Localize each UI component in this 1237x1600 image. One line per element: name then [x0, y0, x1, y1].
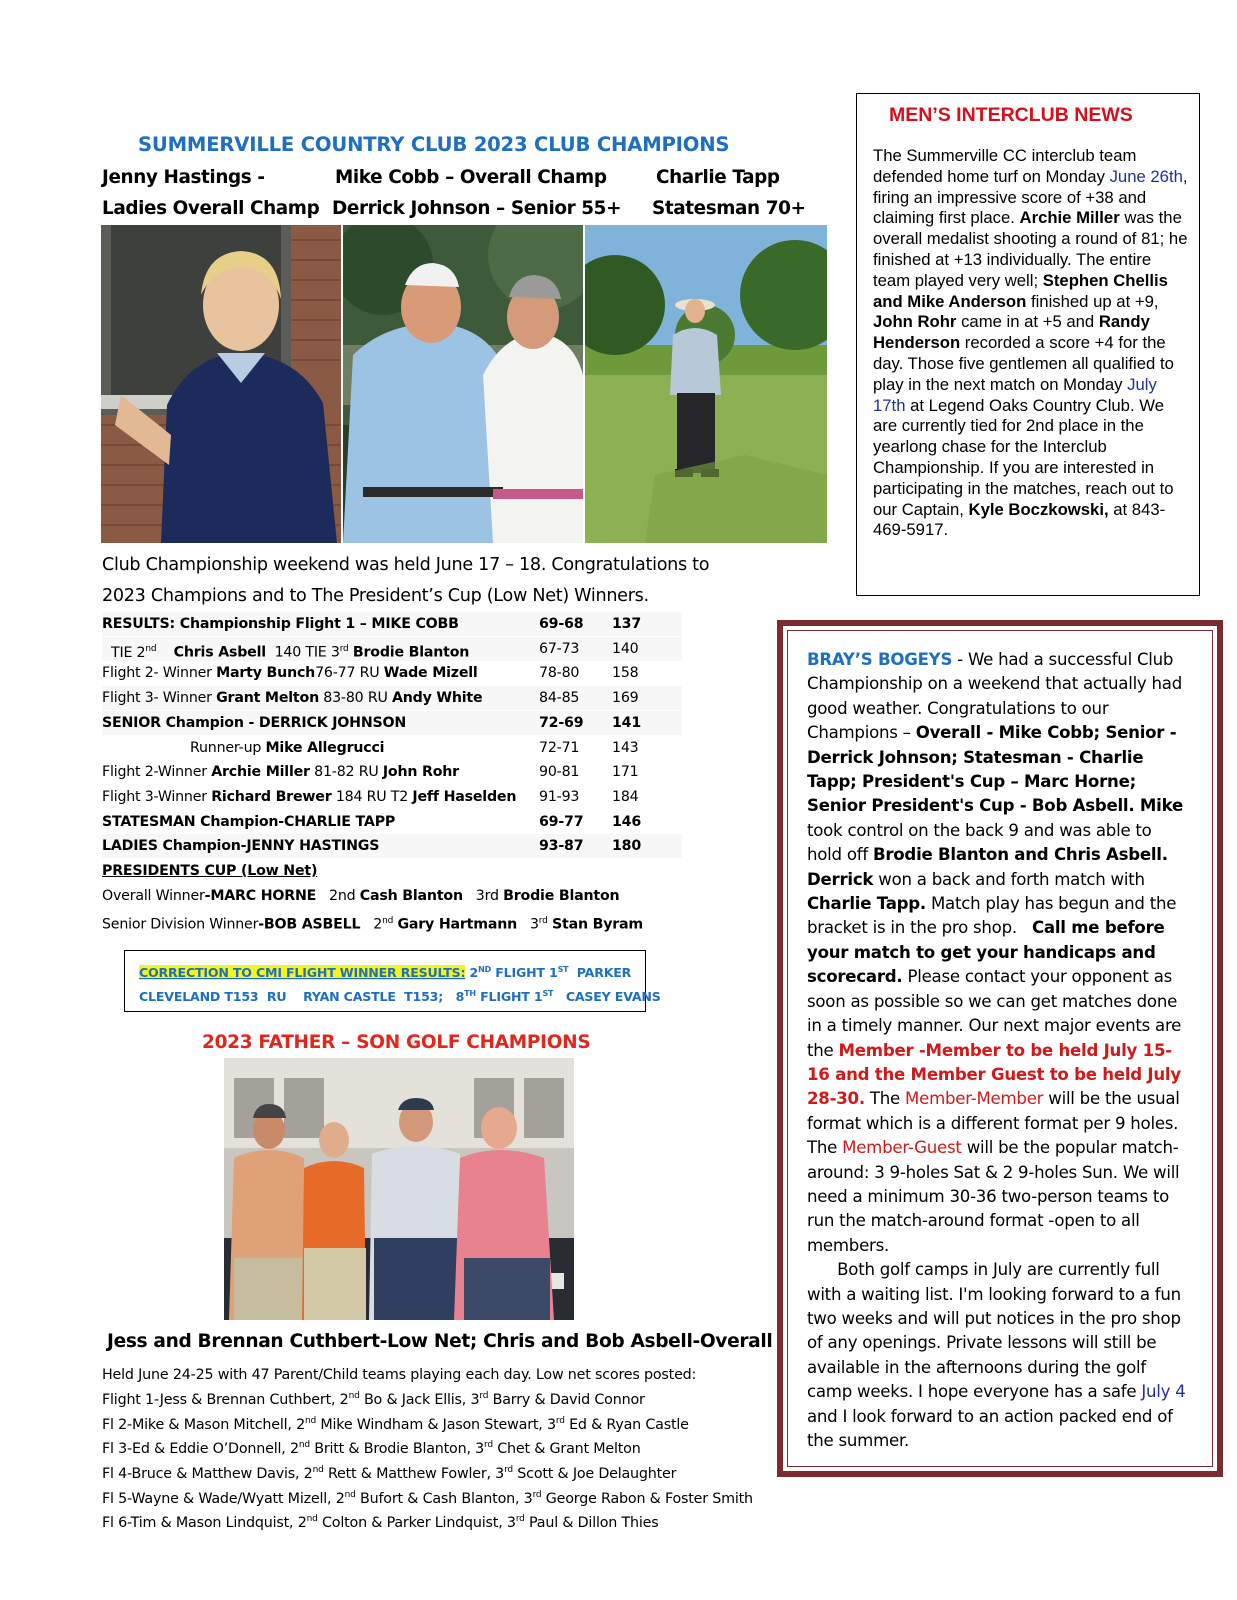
- bray-events: Member -Member to be held July 15-16 and the Member Guest to be held July 28-30.: [807, 1040, 1181, 1109]
- father-son-flight: Fl 5-Wayne & Wade/Wyatt Mizell, 2nd Bufort & Cash Blanton, 3rd George Rabon & Foster Smith: [102, 1490, 753, 1507]
- result-label: Senior Division Winner: [102, 916, 259, 933]
- mens-interclub-body: [873, 146, 1191, 541]
- result-label: Runner-up: [190, 740, 266, 756]
- result-name: Wade Mizell: [383, 665, 478, 681]
- result-label: LADIES Champion-JENNY HASTINGS: [102, 838, 380, 854]
- interclub-date: July 17th: [873, 374, 1157, 415]
- result-total: 141: [612, 715, 642, 731]
- interclub-name: Stephen Chellis and Mike Anderson: [873, 270, 1168, 311]
- flight-text: Barry & David Connor: [488, 1391, 645, 1408]
- result-row: [102, 810, 642, 834]
- flight-text: Rett & Matthew Fowler, 3: [323, 1465, 505, 1482]
- result-name: Andy White: [391, 690, 483, 706]
- flight-text: George Rabon & Foster Smith: [541, 1490, 753, 1507]
- flight-text: Paul & Dillon Thies: [524, 1514, 659, 1531]
- flight-text: Fl 6-Tim & Mason Lindquist, 2: [102, 1514, 307, 1531]
- result-row: [102, 834, 682, 858]
- father-son-flight: Fl 2-Mike & Mason Mitchell, 2nd Mike Windham & Jason Stewart, 3rd Ed & Ryan Castle: [102, 1416, 689, 1433]
- father-son-intro: Held June 24-25 with 47 Parent/Child teams playing each day. Low net scores posted:: [102, 1367, 697, 1383]
- flight-text: Mike Windham & Jason Stewart, 3: [316, 1416, 556, 1433]
- bray-text: took control on the back 9 and was able to hold off: [807, 820, 1152, 865]
- result-label: 2: [360, 916, 383, 933]
- charlie-tapp-photo: [585, 225, 827, 543]
- result-total: 140: [612, 641, 639, 657]
- interclub-name: Kyle Boczkowski,: [968, 499, 1109, 519]
- bray-text: Both golf camps in July are currently full with a waiting list. I'm looking forward to a fun two weeks and will put notices in the pro shop of any openings. Private lessons will still be available in the afternoons during the golf camp weeks. I hope everyone has a safe: [807, 1260, 1186, 1402]
- result-name: Brodie Blanton: [503, 888, 620, 904]
- correction-text: CLEVELAND T153 RU RYAN CASTLE T153; 8: [139, 989, 465, 1005]
- bray-bold: Call me before your match to get your handicaps and scorecard.: [807, 918, 1165, 987]
- result-scores: 72-69: [539, 715, 584, 731]
- jenny-hastings-photo: [101, 225, 341, 543]
- bray-bold: Overall - Mike Cobb; Senior - Derrick Johnson; Statesman - Charlie Tapp; President's Cup – Marc Horne; Senior President's Cup - Bob Asbell. Mike: [807, 723, 1183, 816]
- interclub-text: was the overall medalist shooting a round of 81; he finished at +13 individually. The entire team played very well;: [873, 208, 1188, 290]
- interclub-name: Randy Henderson: [873, 312, 1150, 353]
- correction-text: FLIGHT 1: [475, 989, 543, 1005]
- bray-text: Please contact your opponent as soon as possible so we can get matches done in a timely manner. Our next major events are the: [807, 967, 1182, 1060]
- result-row: [102, 785, 639, 809]
- result-name: Gary Hartmann: [397, 916, 518, 933]
- result-name: Grant Melton: [216, 690, 319, 706]
- result-total: 137: [612, 616, 642, 632]
- presidents-senior-row: Senior Division Winner-BOB ASBELL 2nd Gary Hartmann 3rd Stan Byram: [102, 916, 643, 933]
- bray-date: July 4: [1141, 1382, 1186, 1402]
- result-label: Flight 2-Winner: [102, 764, 212, 780]
- result-name: Richard Brewer: [211, 789, 332, 805]
- correction-text: FLIGHT 1: [491, 965, 558, 981]
- championship-intro-line1: Club Championship weekend was held June 17 – 18. Congratulations to: [102, 555, 710, 575]
- interclub-text: at 843-469-5917.: [873, 499, 1166, 540]
- bray-text: and I look forward to an action packed end of the summer.: [807, 1406, 1173, 1450]
- result-row: TIE 2nd Chris Asbell 140 TIE 3rd Brodie Blanton 67-73 140: [102, 637, 682, 661]
- result-name: John Rohr: [382, 764, 459, 780]
- result-scores: 69-77: [539, 814, 584, 830]
- result-label: 184 RU T2: [331, 789, 413, 805]
- result-name: -MARC HORNE: [204, 888, 317, 904]
- result-scores: 91-93: [539, 789, 580, 805]
- flight-text: Chet & Grant Melton: [492, 1440, 641, 1457]
- brays-bogeys-heading: BRAY’S BOGEYS: [807, 650, 953, 669]
- bray-event-name: Member-Member: [905, 1089, 1044, 1109]
- result-scores: 90-81: [539, 764, 580, 780]
- caption-statesman: Statesman 70+: [652, 198, 806, 219]
- interclub-name: Archie Miller: [1019, 208, 1120, 228]
- father-son-subtitle: Jess and Brennan Cuthbert-Low Net; Chris and Bob Asbell-Overall: [107, 1331, 773, 1352]
- father-son-flight: Flight 1-Jess & Brennan Cuthbert, 2nd Bo & Jack Ellis, 3rd Barry & David Connor: [102, 1391, 645, 1408]
- bray-text: won a back and forth match with: [873, 869, 1145, 889]
- result-scores: 67-73: [539, 641, 580, 657]
- result-total: 180: [612, 838, 642, 854]
- result-row: [102, 736, 639, 760]
- correction-label: CORRECTION TO CMI FLIGHT WINNER RESULTS:: [139, 965, 466, 981]
- result-row: [102, 661, 639, 685]
- result-label: 81-82 RU: [309, 764, 383, 780]
- bray-text: The: [864, 1089, 906, 1109]
- father-son-title: 2023 FATHER – SON GOLF CHAMPIONS: [202, 1032, 591, 1053]
- flight-text: Bufort & Cash Blanton, 3: [355, 1490, 533, 1507]
- caption-derrick: Derrick Johnson – Senior 55+: [332, 198, 622, 219]
- club-champions-title: SUMMERVILLE COUNTRY CLUB 2023 CLUB CHAMPIONS: [138, 133, 730, 156]
- result-name: Archie Miller: [211, 764, 310, 780]
- result-total: 171: [612, 764, 639, 780]
- interclub-text: at Legend Oaks Country Club. We are currently tied for 2nd place in the yearlong chase for the Interclub Championship. If you are interested in participating in the matches, reach out to our Captain,: [873, 395, 1174, 519]
- result-name: Brodie Blanton: [352, 644, 470, 661]
- father-son-flight: Fl 4-Bruce & Matthew Davis, 2nd Rett & Matthew Fowler, 3rd Scott & Joe Delaughter: [102, 1465, 677, 1482]
- caption-ladies-champ: Ladies Overall Champ: [102, 198, 320, 219]
- result-label: STATESMAN Champion-CHARLIE TAPP: [102, 814, 396, 830]
- result-label: TIE 2: [111, 644, 146, 661]
- correction-box: CORRECTION TO CMI FLIGHT WINNER RESULTS: 2ND FLIGHT 1ST PARKER CLEVELAND T153 RU RYAN CASTLE T153; 8TH FLIGHT 1ST CASEY EVANS: [124, 950, 646, 1012]
- result-row: [102, 612, 682, 636]
- bray-event-name: Member-Guest: [842, 1138, 962, 1158]
- presidents-cup-header: [102, 859, 317, 883]
- result-total: 169: [612, 690, 639, 706]
- result-label: 140 TIE 3: [274, 644, 340, 661]
- flight-text: Bo & Jack Ellis, 3: [359, 1391, 480, 1408]
- result-scores: 78-80: [539, 665, 580, 681]
- flight-text: Fl 5-Wayne & Wade/Wyatt Mizell, 2: [102, 1490, 345, 1507]
- presidents-cup-title: PRESIDENTS CUP (Low Net): [102, 863, 318, 879]
- flight-text: Fl 4-Bruce & Matthew Davis, 2: [102, 1465, 313, 1482]
- result-label: RESULTS: Championship Flight 1 – MIKE COBB: [102, 616, 459, 632]
- caption-jenny: Jenny Hastings -: [102, 167, 265, 188]
- mens-interclub-box: [856, 93, 1200, 596]
- father-son-flight: Fl 6-Tim & Mason Lindquist, 2nd Colton & Parker Lindquist, 3rd Paul & Dillon Thies: [102, 1514, 659, 1531]
- bray-bold: Brodie Blanton and Chris Asbell. Derrick: [807, 845, 1168, 889]
- result-label: 76-77 RU: [315, 665, 384, 681]
- championship-intro-line2: 2023 Champions and to The President’s Cup (Low Net) Winners.: [102, 586, 649, 606]
- flight-text: Fl 2-Mike & Mason Mitchell, 2: [102, 1416, 305, 1433]
- result-row: [102, 686, 682, 710]
- bray-text: will be the usual format which is a different format per 9 holes. The: [807, 1089, 1180, 1158]
- caption-mike-cobb: Mike Cobb – Overall Champ: [335, 167, 607, 188]
- result-name: Marty Bunch: [216, 665, 316, 681]
- father-son-flight: Fl 3-Ed & Eddie O’Donnell, 2nd Britt & Brodie Blanton, 3rd Chet & Grant Melton: [102, 1440, 641, 1457]
- flight-text: Scott & Joe Delaughter: [512, 1465, 677, 1482]
- result-name: Stan Byram: [551, 916, 643, 933]
- result-label: Flight 2- Winner: [102, 665, 217, 681]
- bray-text: - We had a successful Club Championship on a weekend that actually had good weather. Congratulations to our Champions –: [807, 650, 1182, 743]
- interclub-text: came in at +5 and: [956, 312, 1099, 332]
- result-label: Flight 3- Winner: [102, 690, 217, 706]
- result-name: -BOB ASBELL: [258, 916, 361, 933]
- correction-text: PARKER: [568, 965, 632, 981]
- result-scores: 93-87: [539, 838, 584, 854]
- result-name: Mike Allegrucci: [265, 740, 385, 756]
- mike-cobb-derrick-johnson-photo: [343, 225, 583, 543]
- interclub-name: John Rohr: [873, 312, 957, 332]
- interclub-text: recorded a score +4 for the day. Those five gentlemen all qualified to play in the next match on Monday: [873, 333, 1174, 394]
- interclub-text: finished up at +9,: [1026, 291, 1159, 311]
- result-label: 83-80 RU: [318, 690, 392, 706]
- result-label: 3: [517, 916, 539, 933]
- result-name: Chris Asbell: [173, 644, 266, 661]
- result-total: 184: [612, 789, 639, 805]
- interclub-text: , firing an impressive score of +38 and claiming first place.: [873, 166, 1188, 228]
- flight-text: Fl 3-Ed & Eddie O’Donnell, 2: [102, 1440, 299, 1457]
- result-row: [102, 760, 639, 784]
- brays-bogeys-text: [807, 648, 1189, 1453]
- caption-charlie: Charlie Tapp: [656, 167, 780, 188]
- flight-text: Flight 1-Jess & Brennan Cuthbert, 2: [102, 1391, 349, 1408]
- result-scores: 69-68: [539, 616, 584, 632]
- result-scores: 72-71: [539, 740, 580, 756]
- bray-bold: Charlie Tapp.: [807, 894, 926, 914]
- flight-text: Ed & Ryan Castle: [564, 1416, 689, 1433]
- result-label: 2nd: [316, 888, 360, 904]
- result-name: Cash Blanton: [359, 888, 463, 904]
- result-total: 146: [612, 814, 642, 830]
- result-label: SENIOR Champion - DERRICK JOHNSON: [102, 715, 407, 731]
- correction-text: CASEY EVANS: [553, 989, 661, 1005]
- result-scores: 84-85: [539, 690, 580, 706]
- flight-text: Colton & Parker Lindquist, 3: [317, 1514, 516, 1531]
- father-son-champions-photo: [224, 1058, 574, 1320]
- correction-text: 2: [465, 965, 479, 981]
- result-label: 3rd: [462, 888, 504, 904]
- bray-text: Match play has begun and the bracket is in the pro shop.: [807, 894, 1182, 938]
- result-label: Overall Winner: [102, 888, 205, 904]
- result-total: 143: [612, 740, 639, 756]
- interclub-text: The Summerville CC interclub team defended home turf on Monday: [873, 146, 1137, 186]
- mens-interclub-title: MEN’S INTERCLUB NEWS: [889, 104, 1133, 126]
- result-label: Flight 3-Winner: [102, 789, 212, 805]
- result-total: 158: [612, 665, 639, 681]
- presidents-overall-row: [102, 884, 619, 908]
- flight-text: Britt & Brodie Blanton, 3: [309, 1440, 485, 1457]
- bray-text: will be the popular match-around: 3 9-holes Sat & 2 9-holes Sun. We will need a minimum 30-36 two-person teams to run the match-around format -open to all members.: [807, 1138, 1180, 1255]
- result-row: [102, 711, 682, 735]
- result-name: Jeff Haselden: [412, 789, 517, 805]
- interclub-date: June 26th: [1109, 166, 1183, 186]
